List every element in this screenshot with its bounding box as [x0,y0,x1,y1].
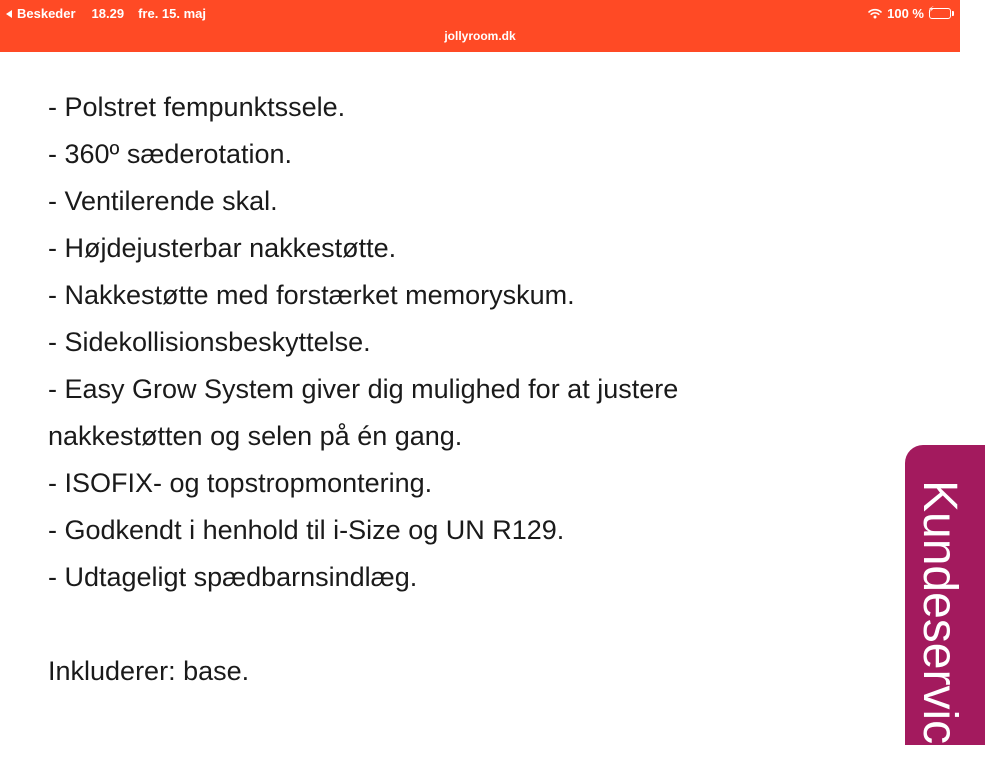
status-and-url-bar [0,0,960,52]
feature-item: - Polstret fempunktssele. [48,92,346,122]
feature-item: - ISOFIX- og topstropmontering. [48,468,433,498]
feature-item: - Nakkestøtte med forstærket memoryskum. [48,280,575,310]
feature-item: - Højdejusterbar nakkestøtte. [48,233,397,263]
battery-cap [952,11,954,16]
battery-charging-icon: ⚡ [929,8,951,19]
feature-list [48,84,848,601]
feature-item: - Ventilerende skal. [48,186,278,216]
url-domain[interactable]: jollyroom.dk [444,29,516,43]
feature-item: - Godkendt i henhold til i-Size og UN R129. [48,515,565,545]
back-to-app-link[interactable]: Beskeder [17,6,76,21]
feature-item: - Sidekollisionsbeskyttelse. [48,327,371,357]
feature-item: - 360º sæderotation. [48,139,293,169]
status-bar-left [6,6,206,21]
feature-item: - Udtageligt spædbarnsindlæg. [48,562,418,592]
customer-service-label[interactable]: Kundeservice [913,480,966,771]
url-bar[interactable] [0,29,960,43]
feature-item-continuation: nakkestøtten og selen på én gang. [48,421,463,451]
product-description [48,84,848,695]
status-bar-right [868,6,954,21]
back-arrow-icon[interactable] [6,10,12,18]
customer-service-tab[interactable] [905,445,985,771]
battery-percent: 100 % [887,6,924,21]
included-text: Inkluderer: base. [48,656,250,686]
wifi-icon [868,8,882,19]
status-date: fre. 15. maj [138,6,207,21]
feature-item: - Easy Grow System giver dig mulighed for at justere [48,374,679,404]
status-time: 18.29 [91,6,125,21]
